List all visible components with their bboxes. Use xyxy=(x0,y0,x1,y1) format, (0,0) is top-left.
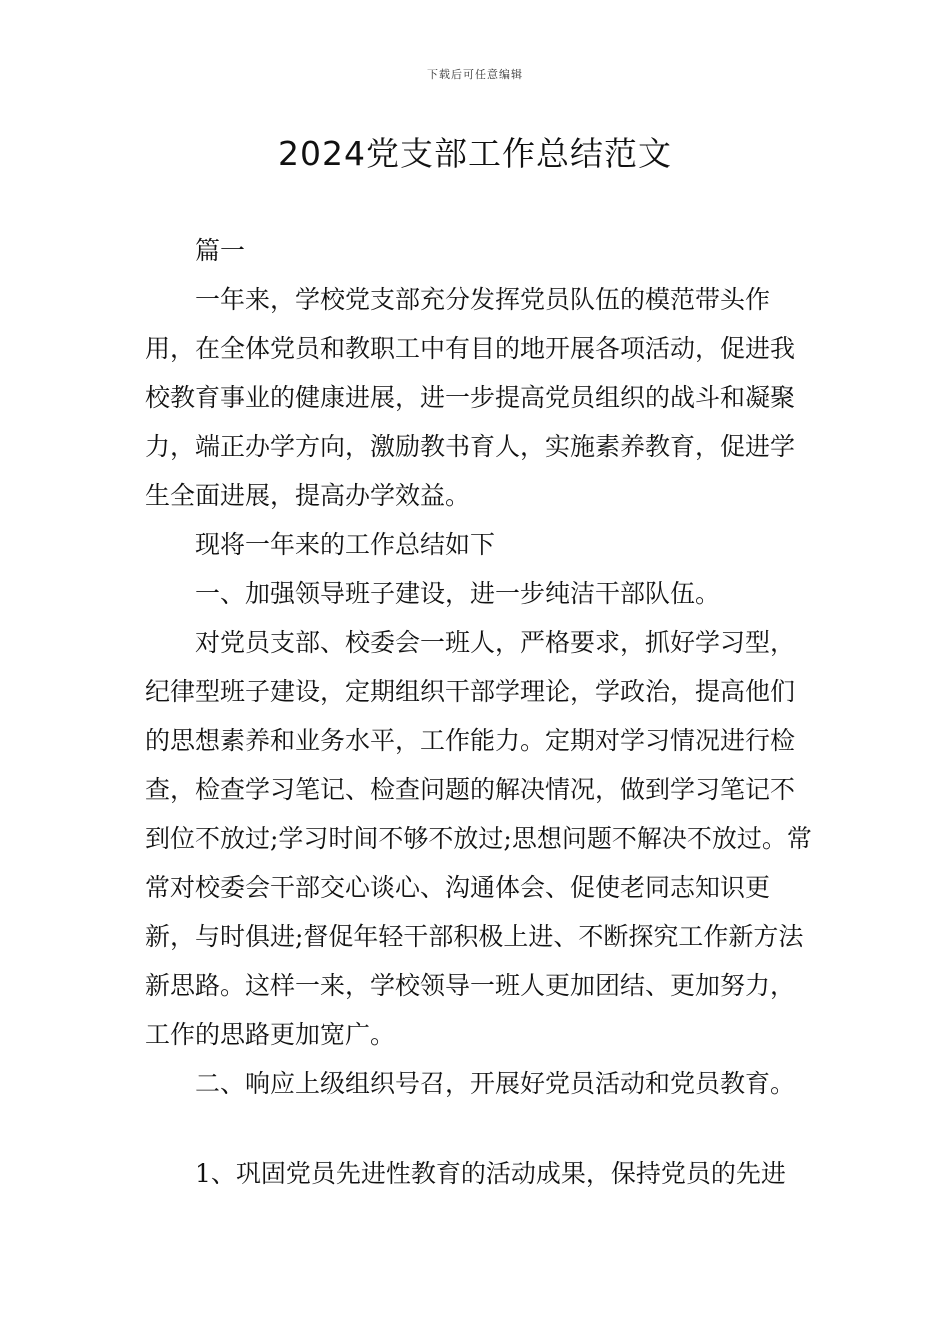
heading-section-1: 一、加强领导班子建设，进一步纯洁干部队伍。 xyxy=(195,579,721,608)
paragraph-section-1: 对党员支部、校委会一班人，严格要求，抓好学习型，纪律型班子建设，定期组织干部学理论，学政治，提高他们的思想素养和业务水平，工作能力。定期对学习情况进行检查，检查学习笔记、检查问题的解决情况，做到学习笔记不到位不放过;学习时间不够不放过;思想问题不解决不放过。常常对校委会干部交心谈心、沟通体会、促使老同志知识更新，与时俱进;督促年轻干部积极上进、不断探究工作新方法新思路。这样一来，学校领导一班人更加团结、更加努力，工作的思路更加宽广。 xyxy=(145,628,812,1049)
paragraph-intro: 一年来，学校党支部充分发挥党员队伍的模范带头作用，在全体党员和教职工中有目的地开展各项活动，促进我校教育事业的健康进展，进一步提高党员组织的战斗和凝聚力，端正办学方向，激励教书育人，实施素养教育，促进学生全面进展，提高办学效益。 xyxy=(145,285,796,510)
header-note: 下载后可任意编辑 xyxy=(427,68,523,81)
heading-section-2: 二、响应上级组织号召，开展好党员活动和党员教育。 xyxy=(195,1069,796,1098)
document-title: 2024党支部工作总结范文 xyxy=(278,134,672,173)
paragraph-item-1: 1、巩固党员先进性教育的活动成果，保持党员的先进 xyxy=(195,1159,786,1188)
section-label: 篇一 xyxy=(195,236,246,265)
paragraph-summary-lead: 现将一年来的工作总结如下 xyxy=(195,530,496,559)
document-body xyxy=(145,226,815,1198)
